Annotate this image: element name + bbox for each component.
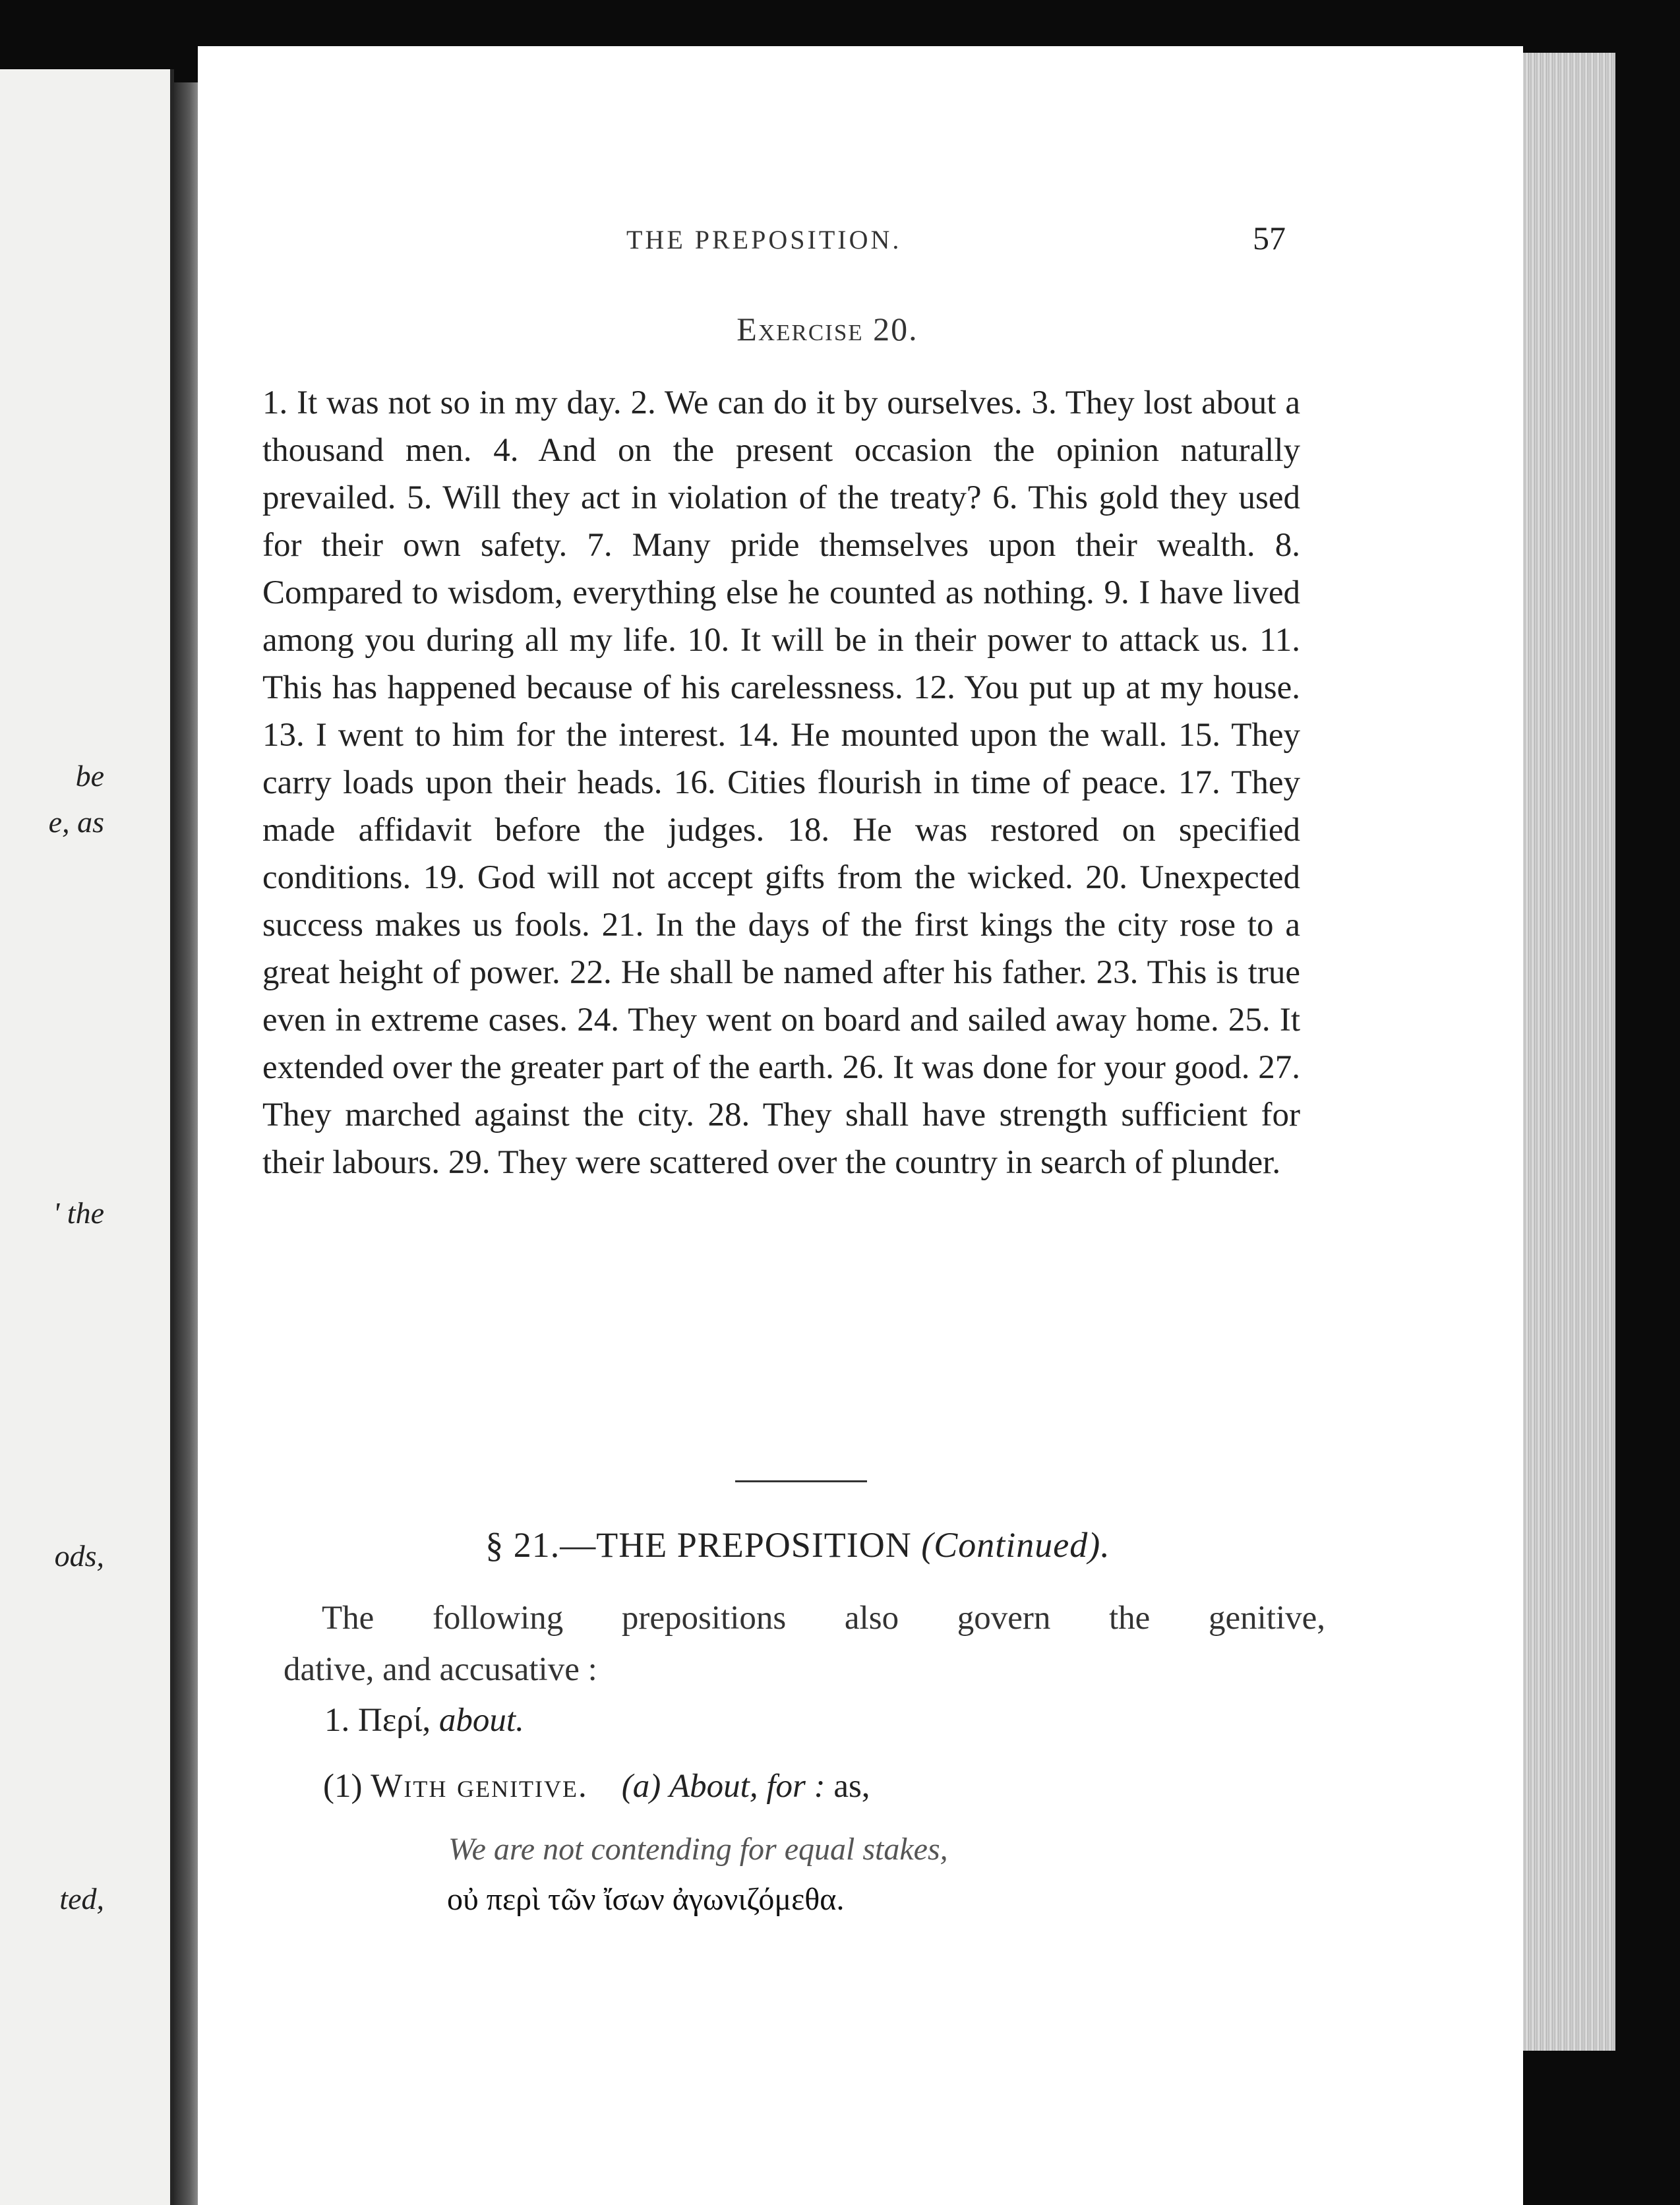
left-page-fragment: ted, — [59, 1882, 104, 1916]
item-greek: Περί, — [358, 1702, 431, 1739]
example-english: We are not contending for equal stakes, — [448, 1832, 948, 1867]
left-page-fragment: ods, — [54, 1539, 104, 1573]
section-heading-continued: (Continued). — [921, 1525, 1110, 1565]
section-intro — [284, 1592, 1325, 1695]
page-edge — [1523, 53, 1615, 2051]
subhead-number: (1) — [323, 1768, 363, 1805]
case-subheading — [323, 1767, 870, 1805]
left-page-fragment: be — [75, 759, 104, 793]
section-heading-main: § 21.—THE PREPOSITION — [485, 1525, 912, 1565]
exercise-text: 1. It was not so in my day. 2. We can do it by ourselves. 3. They lost about a thousand men. 4. And on the present occasion the opinion naturally prevailed. 5. Will they act in violation of the treaty? 6. This gold they used for their own safety. 7. Many pride themselves upon their wealth. 8. Compared to wisdom, everything else he counted as nothing. 9. I have lived among you during all my life. 10. It will be in their power to attack us. 11. This has happened because of his carelessness. 12. You put up at my house. 13. I went to him for the interest. 14. He mounted upon the wall. 15. They carry loads upon their heads. 16. Cities flourish in time of peace. 17. They made affidavit before the judges. 18. He was restored on specified conditions. 19. God will not accept gifts from the wicked. 20. Unexpected success makes us fools. 21. In the days of the first kings the city rose to a great height of power. 22. He shall be named after his father. 23. This is true even in extreme cases. 24. They went on board and sailed away home. 25. It extended over the greater part of the earth. 26. It was done for your good. 27. They marched against the city. 28. They shall have strength sufficient for their labours. 29. They were scattered over the country in search of plunder. — [262, 384, 1300, 1181]
left-page — [0, 69, 174, 2205]
running-head — [198, 220, 1523, 264]
subhead-case: With genitive. — [371, 1768, 588, 1805]
example-greek: οὐ περὶ τῶν ἴσων ἀγωνιζόμεθα. — [447, 1882, 845, 1917]
preposition-item — [324, 1701, 524, 1739]
section-heading — [198, 1525, 1398, 1565]
left-page-fragment: e, as — [48, 805, 104, 839]
subhead-as: as, — [833, 1768, 870, 1805]
subhead-letter: (a) — [621, 1768, 661, 1805]
intro-line-2: dative, and accusative : — [284, 1651, 597, 1688]
item-number: 1. — [324, 1702, 350, 1739]
section-divider — [735, 1480, 867, 1482]
item-gloss: about. — [438, 1702, 524, 1739]
left-page-fragment: ' the — [53, 1196, 104, 1230]
running-head-title: THE PREPOSITION. — [626, 225, 902, 255]
exercise-title: Exercise 20. — [736, 311, 918, 347]
subhead-meaning: About, for : — [669, 1768, 825, 1805]
page-number: 57 — [1253, 220, 1286, 257]
book-gutter — [174, 82, 200, 2205]
intro-line-1: The following prepositions also govern the genitive, — [322, 1600, 1325, 1637]
